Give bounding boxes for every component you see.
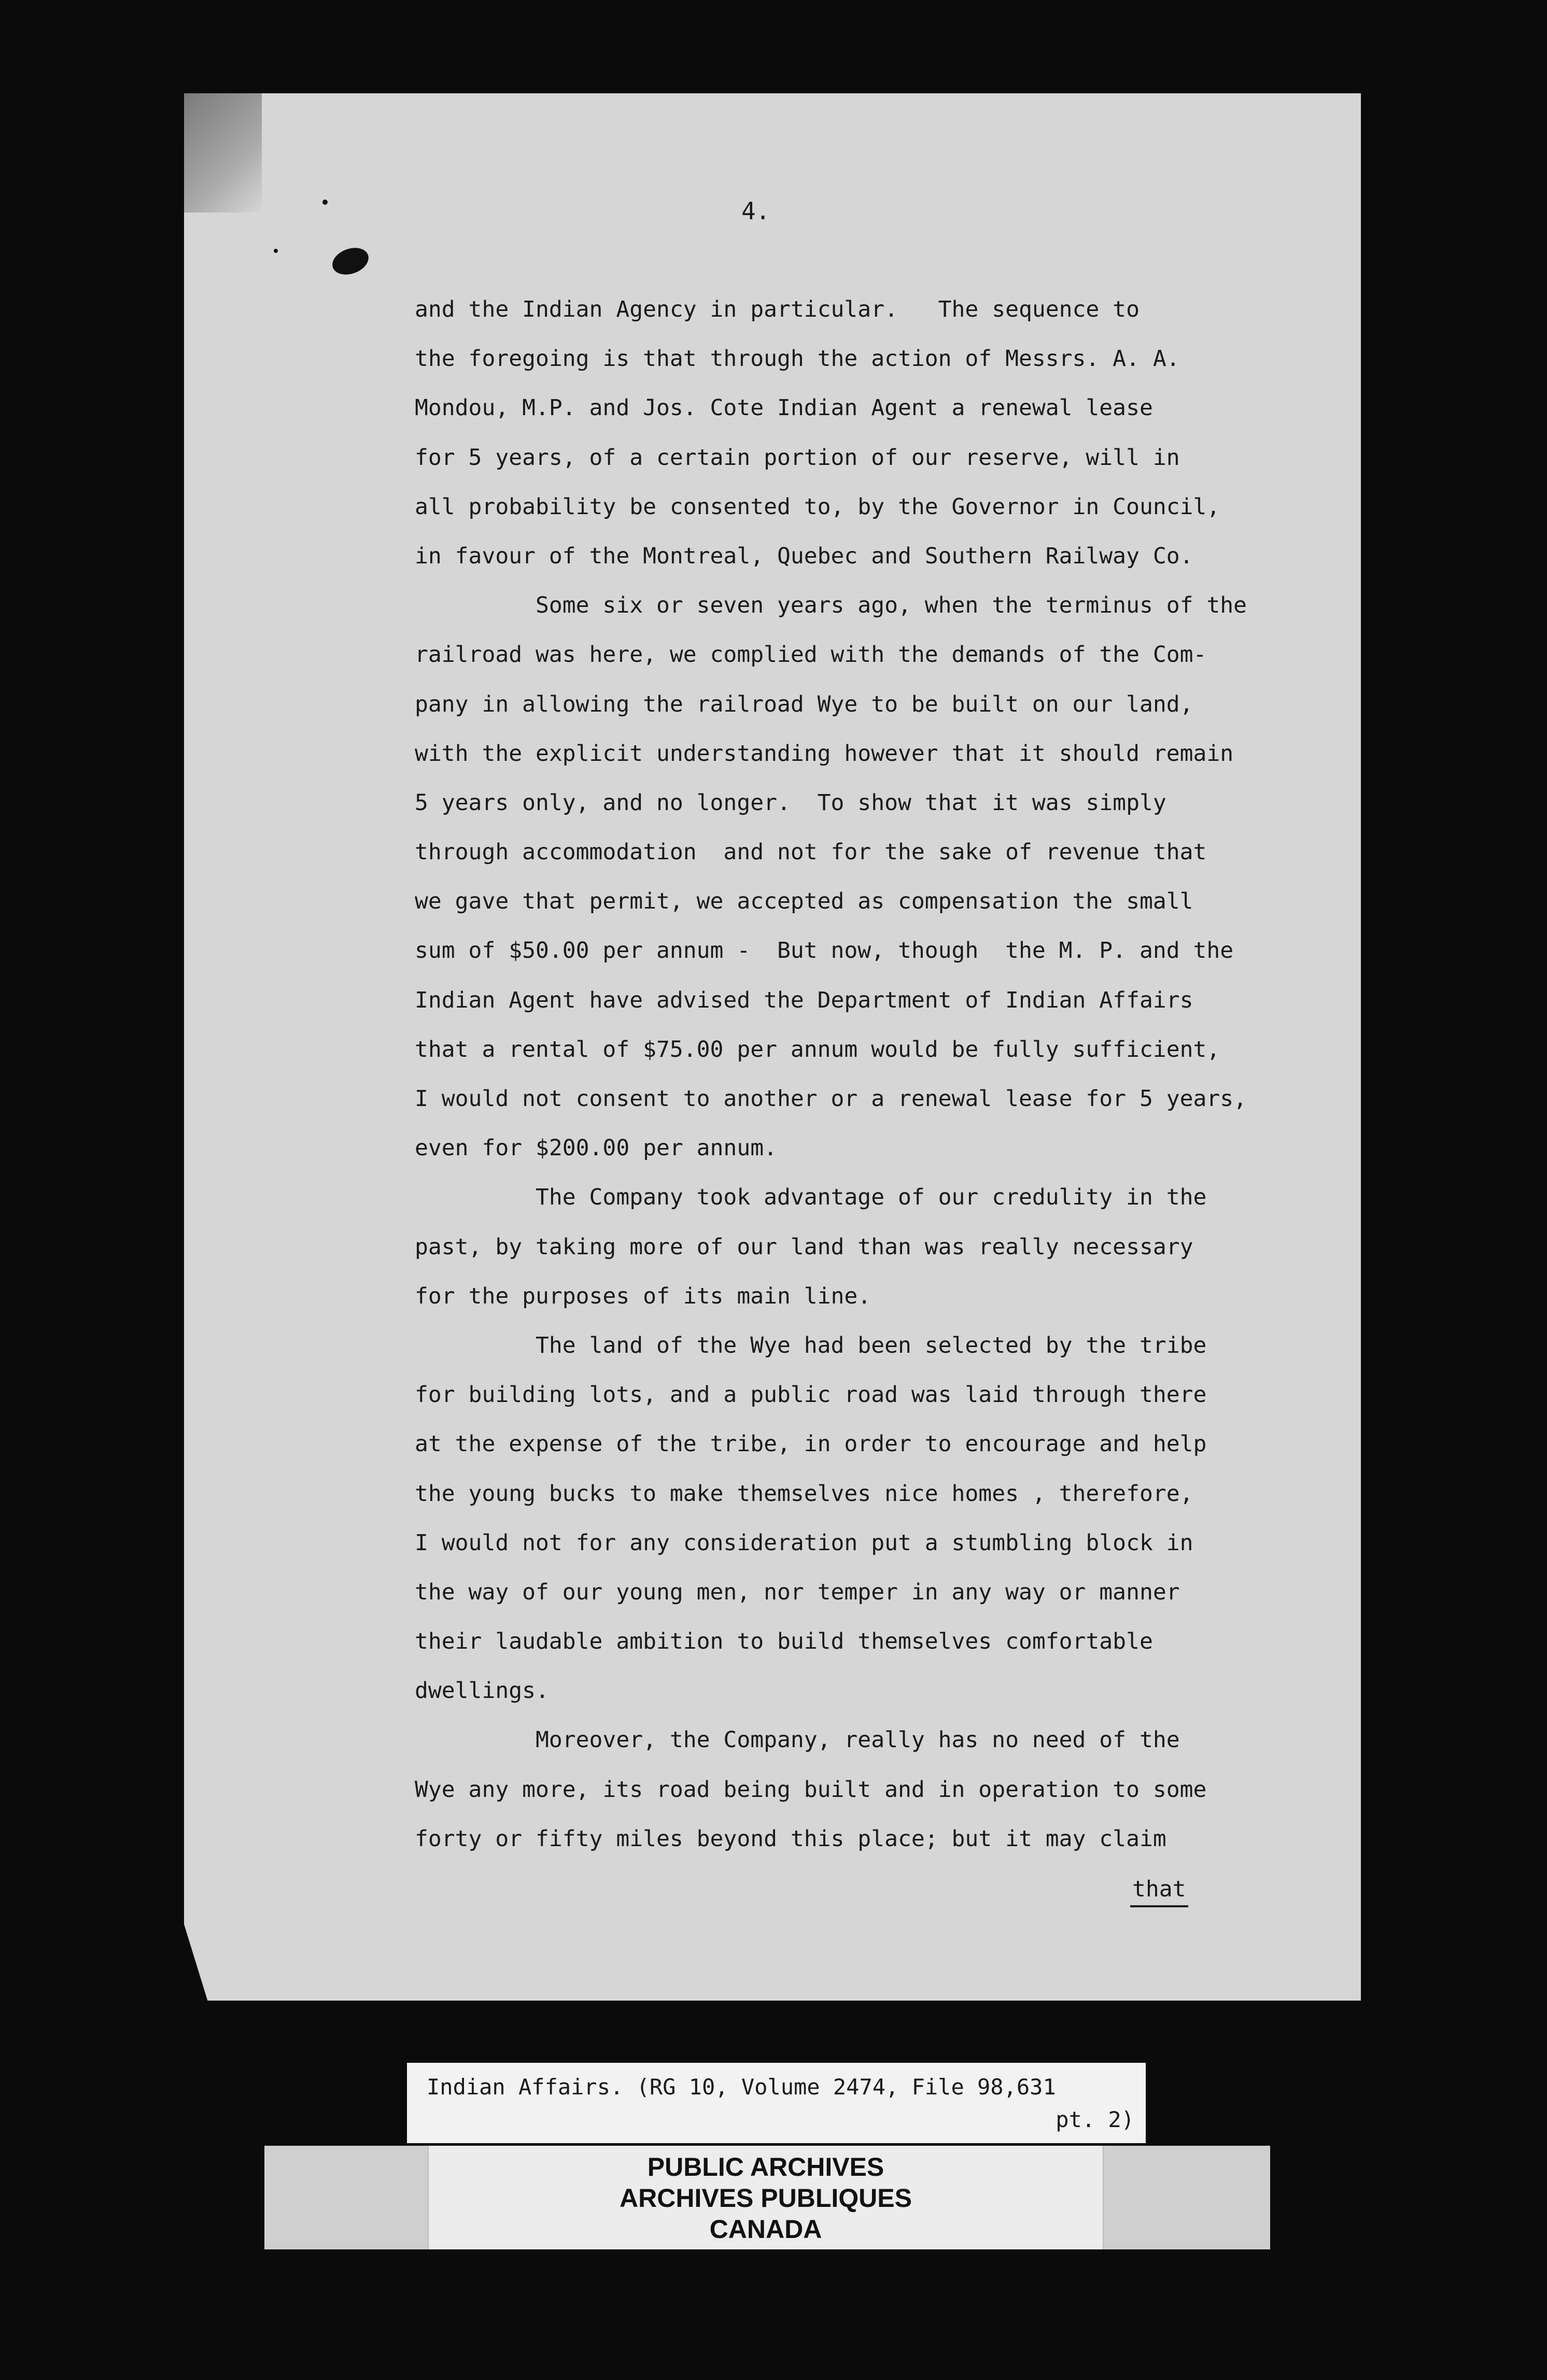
text-line: we gave that permit, we accepted as compensation the small [415, 888, 1193, 915]
text-line: I would not consent to another or a renewal lease for 5 years, [415, 1086, 1247, 1112]
text-line: dwellings. [415, 1678, 549, 1704]
text-line: that a rental of $75.00 per annum would be fully sufficient, [415, 1036, 1220, 1062]
text-line: Some six or seven years ago, when the terminus of the [415, 592, 1247, 619]
text-line: the young bucks to make themselves nice homes , therefore, [415, 1480, 1193, 1507]
text-line: 5 years only, and no longer. To show that it was simply [415, 789, 1166, 816]
text-line: even for $200.00 per annum. [415, 1135, 777, 1161]
archive-stamp-line: PUBLIC ARCHIVES [647, 2152, 884, 2181]
text-line: through accommodation and not for the sake of revenue that [415, 839, 1207, 866]
text-line: Moreover, the Company, really has no need of the [415, 1727, 1180, 1753]
catchword: that [1130, 1876, 1188, 1907]
citation-label [407, 2063, 1146, 2143]
text-line: Indian Agent have advised the Department of Indian Affairs [415, 987, 1193, 1013]
page-number: 4. [741, 197, 770, 225]
archive-stamp-line: CANADA [709, 2215, 822, 2244]
text-line: the way of our young men, nor temper in any way or manner [415, 1579, 1180, 1605]
text-line: past, by taking more of our land than was really necessary [415, 1234, 1193, 1260]
ink-dot [322, 200, 328, 205]
text-line: The Company took advantage of our credulity in the [415, 1184, 1207, 1211]
text-line: the foregoing is that through the action of Messrs. A. A. [415, 346, 1180, 372]
citation-reference: Indian Affairs. (RG 10, Volume 2474, File 98,631 [427, 2074, 1056, 2100]
text-line: Mondou, M.P. and Jos. Cote Indian Agent a renewal lease [415, 395, 1153, 421]
page-corner-fold [184, 93, 262, 212]
text-line: for building lots, and a public road was laid through there [415, 1382, 1207, 1408]
text-line: sum of $50.00 per annum - But now, though the M. P. and the [415, 938, 1234, 964]
text-line: railroad was here, we complied with the demands of the Com- [415, 642, 1207, 668]
text-line: Wye any more, its road being built and in operation to some [415, 1776, 1207, 1803]
archive-stamp-line: ARCHIVES PUBLIQUES [620, 2184, 912, 2213]
text-line: in favour of the Montreal, Quebec and Southern Railway Co. [415, 543, 1193, 569]
text-line: The land of the Wye had been selected by the tribe [415, 1332, 1207, 1358]
text-line: forty or fifty miles beyond this place; but it may claim [415, 1825, 1166, 1852]
text-line: their laudable ambition to build themselves comfortable [415, 1628, 1153, 1655]
text-line: and the Indian Agency in particular. The sequence to [415, 296, 1140, 322]
ink-dot [274, 249, 278, 253]
text-line: for the purposes of its main line. [415, 1283, 871, 1309]
letter-body [415, 285, 1353, 1864]
citation-part: pt. 2) [1056, 2107, 1134, 2132]
text-line: pany in allowing the railroad Wye to be built on our land, [415, 691, 1193, 717]
text-line: for 5 years, of a certain portion of our reserve, will in [415, 444, 1180, 471]
text-line: with the explicit understanding however that it should remain [415, 740, 1234, 767]
text-line: all probability be consented to, by the Governor in Council, [415, 493, 1220, 520]
archive-stamp-strip [264, 2146, 1270, 2249]
text-line: at the expense of the tribe, in order to encourage and help [415, 1431, 1207, 1457]
archive-stamp [428, 2146, 1104, 2249]
text-line: I would not for any consideration put a stumbling block in [415, 1529, 1193, 1556]
